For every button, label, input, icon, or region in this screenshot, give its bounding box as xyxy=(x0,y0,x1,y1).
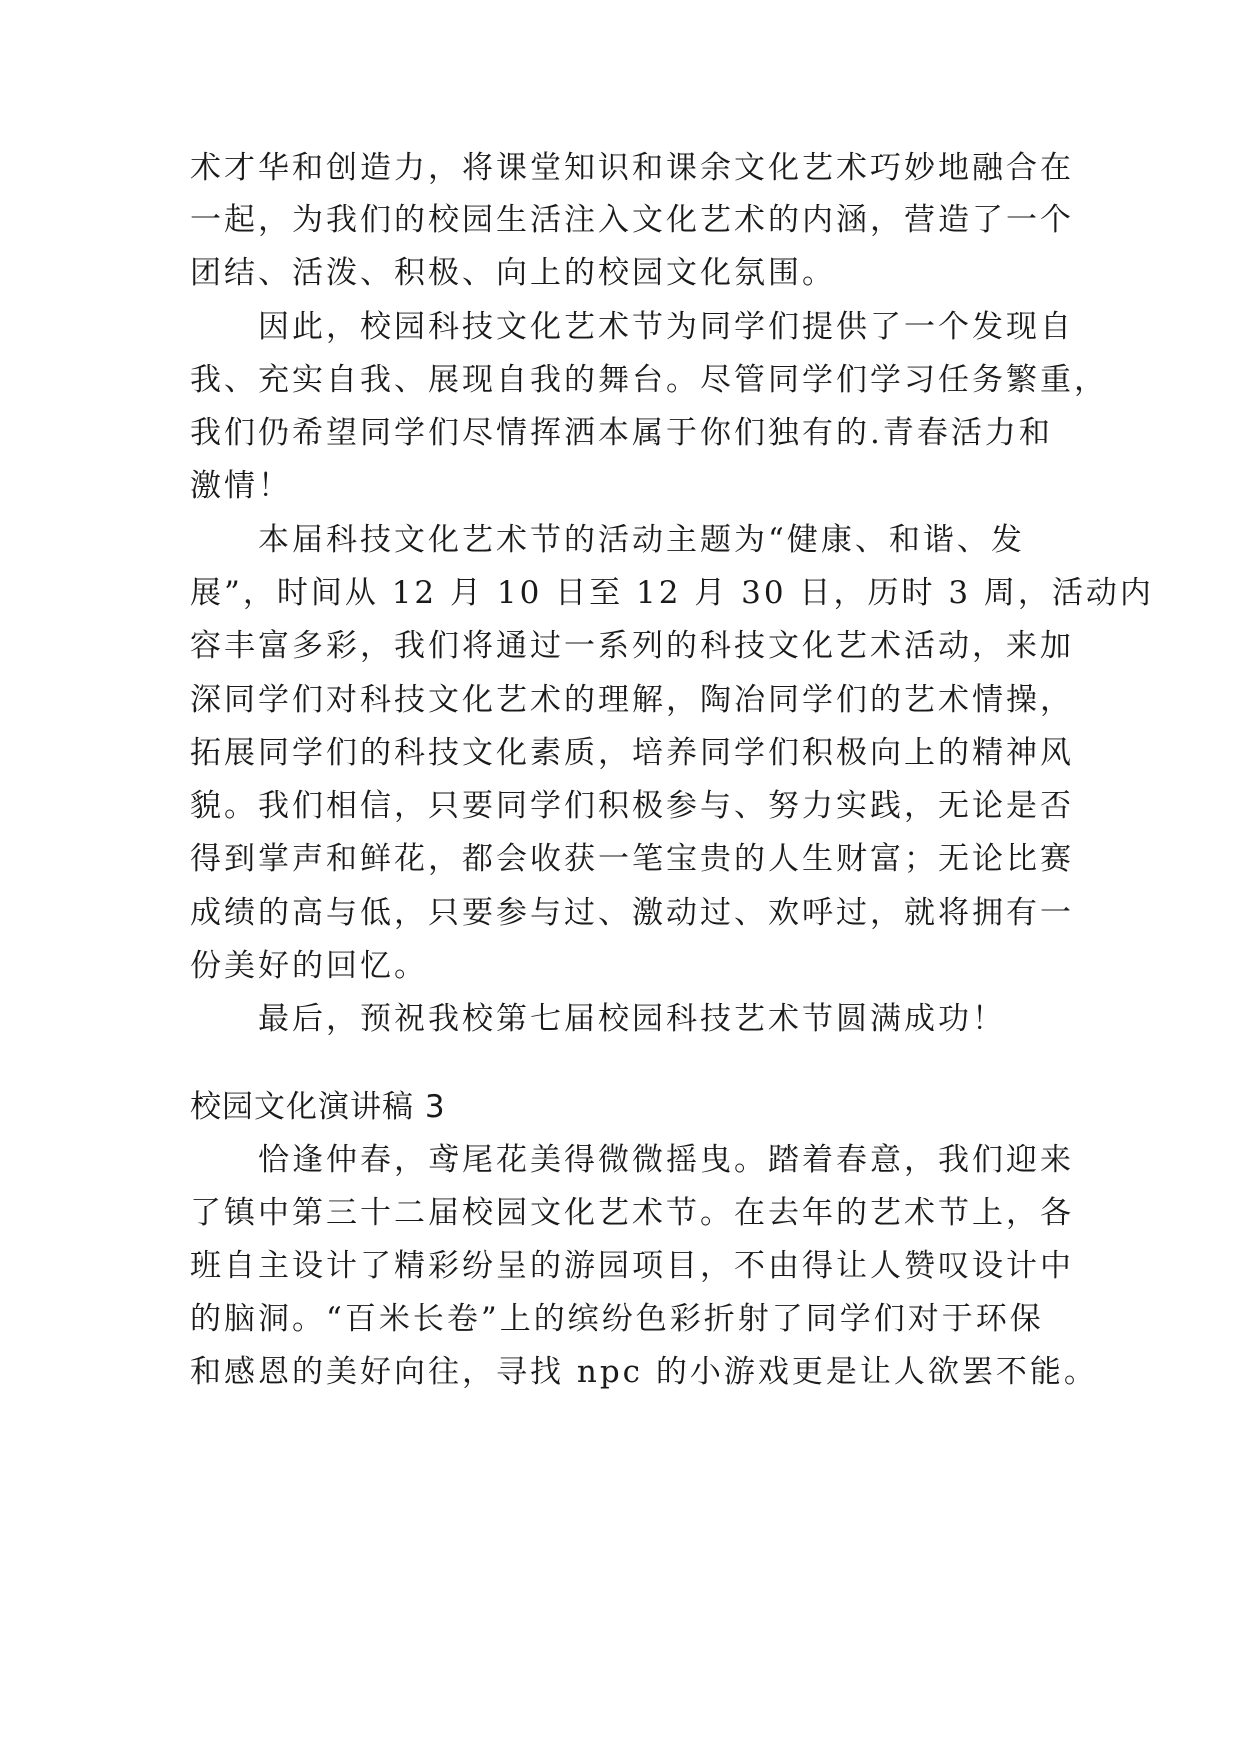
text-line: 容丰富多彩，我们将通过一系列的科技文化艺术活动，来加 xyxy=(190,628,1074,664)
text-line: 班自主设计了精彩纷呈的游园项目，不由得让人赞叹设计中 xyxy=(190,1248,1074,1284)
text-line: 了镇中第三十二届校园文化艺术节。在去年的艺术节上，各 xyxy=(190,1195,1074,1231)
text-line: 深同学们对科技文化艺术的理解，陶冶同学们的艺术情操， xyxy=(190,682,1074,718)
text-line: 本届科技文化艺术节的活动主题为“健康、和谐、发 xyxy=(190,522,1025,558)
text-line: 我、充实自我、展现自我的舞台。尽管同学们学习任务繁重， xyxy=(190,362,1108,398)
text-line: 团结、活泼、积极、向上的校园文化氛围。 xyxy=(190,255,836,291)
text-line: 最后，预祝我校第七届校园科技艺术节圆满成功！ xyxy=(190,1001,1006,1037)
section-title: 校园文化演讲稿 3 xyxy=(190,1089,446,1125)
text-line: 拓展同学们的科技文化素质，培养同学们积极向上的精神风 xyxy=(190,735,1074,771)
text-line: 我们仍希望同学们尽情挥洒本属于你们独有的.青春活力和 xyxy=(190,415,1053,451)
text-line: 成绩的高与低，只要参与过、激动过、欢呼过，就将拥有一 xyxy=(190,895,1074,931)
text-line: 的脑洞。“百米长卷”上的缤纷色彩折射了同学们对于环保 xyxy=(190,1301,1044,1337)
text-line: 貌。我们相信，只要同学们积极参与、努力实践，无论是否 xyxy=(190,788,1074,824)
text-line: 恰逢仲春，鸢尾花美得微微摇曳。踏着春意，我们迎来 xyxy=(190,1142,1074,1178)
text-line: 因此，校园科技文化艺术节为同学们提供了一个发现自 xyxy=(190,309,1074,345)
text-line: 术才华和创造力，将课堂知识和课余文化艺术巧妙地融合在 xyxy=(190,150,1074,186)
text-line: 和感恩的美好向往，寻找 npc 的小游戏更是让人欲罢不能。 xyxy=(190,1354,1098,1390)
text-line: 激情！ xyxy=(190,468,292,504)
text-line: 份美好的回忆。 xyxy=(190,948,428,984)
text-line: 得到掌声和鲜花，都会收获一笔宝贵的人生财富；无论比赛 xyxy=(190,841,1074,877)
text-line: 一起，为我们的校园生活注入文化艺术的内涵，营造了一个 xyxy=(190,202,1074,238)
text-line: 展”，时间从 12 月 10 日至 12 月 30 日，历时 3 周，活动内 xyxy=(190,575,1154,611)
